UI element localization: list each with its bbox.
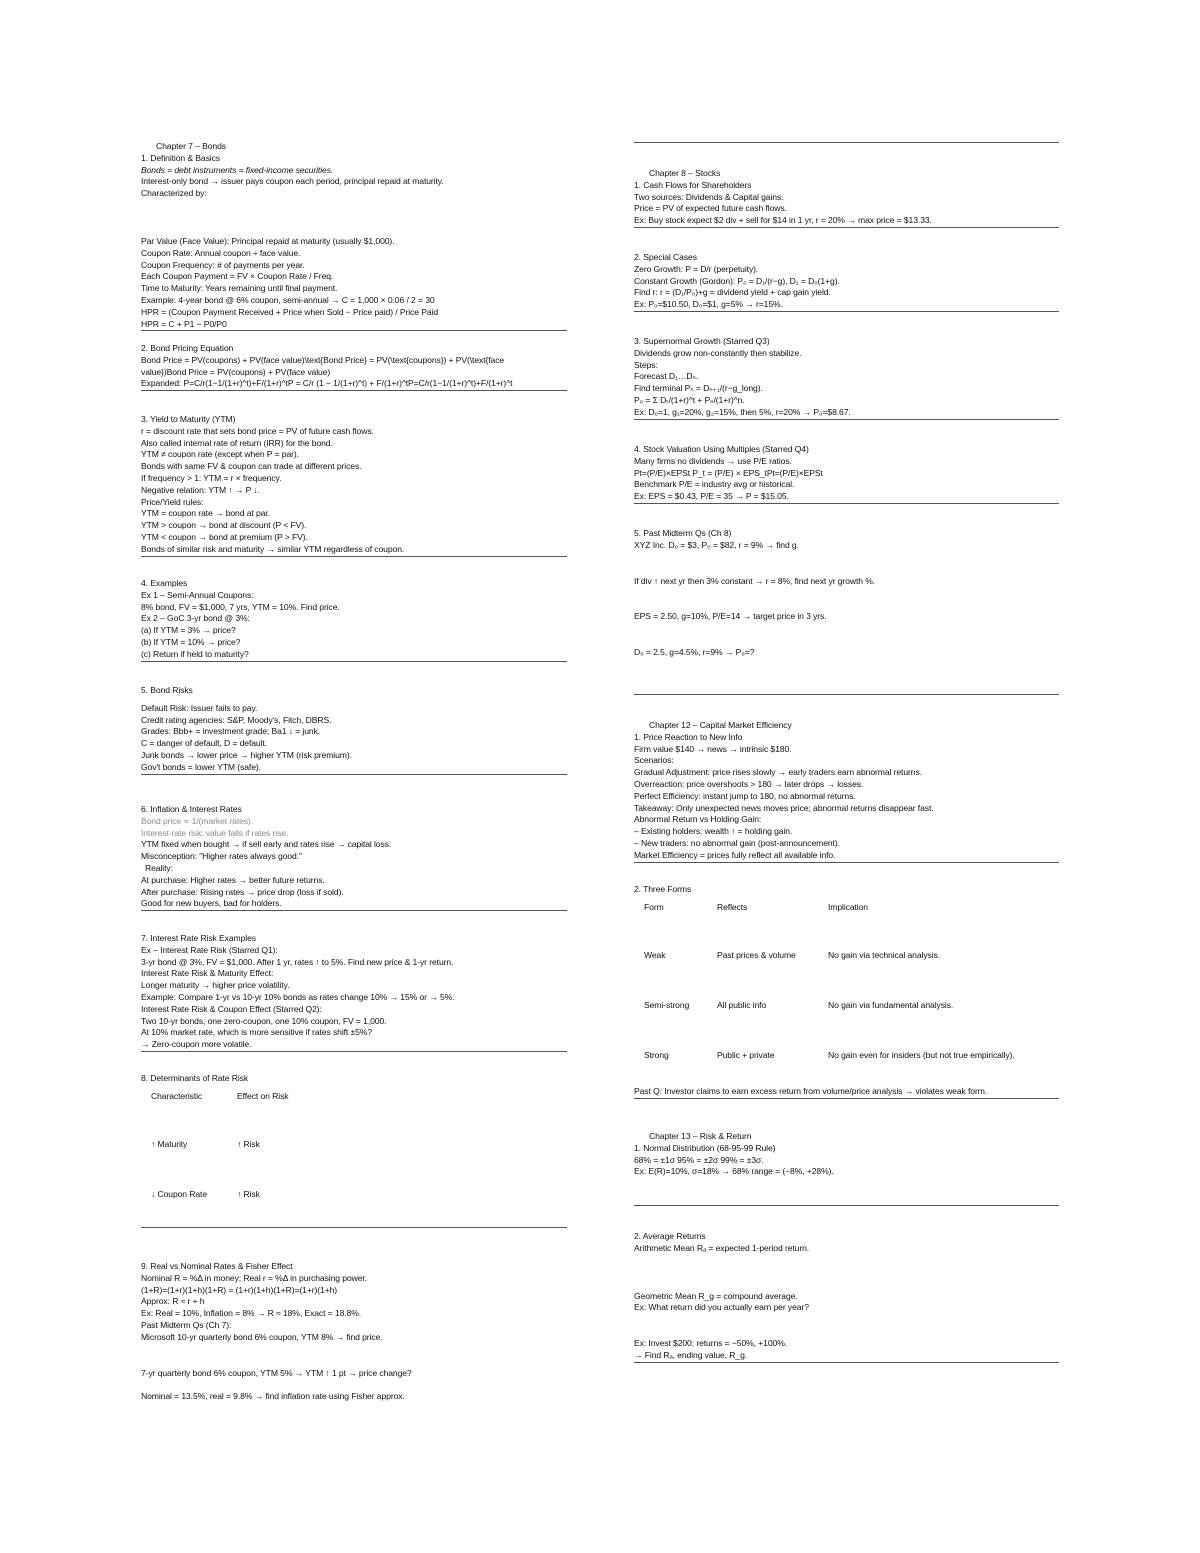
spacer: [141, 200, 567, 236]
spacer: [634, 1314, 1059, 1338]
text-line: Credit rating agencies: S&P, Moody's, Fitch, DBRS.: [141, 714, 332, 725]
right-section: [634, 336, 1059, 420]
text-line: 1. Cash Flows for Shareholders: [634, 179, 752, 190]
table-header-cell: Reflects: [717, 901, 748, 912]
text-line: – New traders: no abnormal gain (post-announcement).: [634, 837, 840, 848]
text-line: 1. Normal Distribution (68-95-99 Rule): [634, 1142, 776, 1153]
table: [634, 902, 1059, 1086]
table-cell: ↑ Risk: [237, 1138, 260, 1149]
text-line: (a) If YTM = 3% → price?: [141, 625, 236, 636]
text-line: Negative relation: YTM ↑ → P ↓.: [141, 484, 260, 495]
text-line: 8. Determinants of Rate Risk: [141, 1073, 249, 1083]
table-row: [634, 1000, 1059, 1050]
text-line: C = danger of default, D = default.: [141, 738, 267, 749]
text-line: → Zero-coupon more volatile.: [141, 1039, 252, 1050]
text-line: At purchase: Higher rates → better future returns.: [141, 874, 325, 885]
text-line: Microsoft 10-yr quarterly bond 6% coupon, YTM 8% → find price.: [141, 1331, 383, 1342]
text-line: Time to Maturity: Years remaining until final payment.: [141, 283, 338, 294]
text-line: Good for new buyers, bad for holders.: [141, 898, 282, 909]
text-line: 7-yr quarterly bond 6% coupon, YTM 5% → YTM ↑ 1 pt → price change?: [141, 1367, 412, 1378]
left-section: [141, 343, 567, 391]
text-line: Many firms no dividends → use P/E ratios.: [634, 455, 792, 466]
text-line: Coupon Frequency: # of payments per year.: [141, 259, 305, 270]
text-line: Example: 4-year bond @ 6% coupon, semi-annual → C = 1,000 × 0.06 / 2 = 30: [141, 294, 435, 305]
table-header-cell: Implication: [828, 901, 868, 912]
text-line: Characterized by:: [141, 188, 207, 199]
text-line: HPR = (Coupon Payment Received + Price when Sold − Price paid) / Price Paid: [141, 306, 439, 317]
chapter-heading: Chapter 7 – Bonds: [156, 141, 226, 151]
text-line: 5. Past Midterm Qs (Ch 8): [634, 528, 732, 538]
text-line: Benchmark P/E = industry avg or historical.: [634, 479, 795, 490]
table-cell: No gain via technical analysis.: [828, 949, 941, 960]
text-line: Price = PV of expected future cash flows.: [634, 203, 787, 214]
text-line: Example: Compare 1-yr vs 10-yr 10% bonds as rates change 10% → 15% or → 5%.: [141, 991, 455, 1002]
divider: [634, 142, 1059, 143]
text-line: Ex: E(R)=10%, σ=18% → 68% range = (−8%, +28%).: [634, 1166, 834, 1177]
text-line: D₀ = 2.5, g=4.5%, r=9% → P₀=?: [634, 647, 755, 658]
text-line: Interest Rate Risk & Maturity Effect:: [141, 968, 274, 979]
left-section: [141, 804, 567, 911]
text-line: Two 10-yr bonds, one zero-coupon, one 10% coupon, FV = 1,000.: [141, 1015, 387, 1026]
text-line: Find terminal Pₙ = Dₙ₊₁/(r−g_long).: [634, 383, 763, 394]
section-footer: [634, 1086, 1059, 1099]
text-line: Scenarios:: [634, 755, 674, 766]
right-section: [634, 1231, 1059, 1363]
table-cell: Strong: [644, 1049, 669, 1060]
table-cell: All public info: [717, 999, 767, 1010]
right-section: [634, 168, 1059, 228]
left-section: [141, 414, 567, 557]
text-line: Nominal R = %Δ in money; Real r = %Δ in purchasing power.: [141, 1272, 367, 1283]
text-line: Forecast D₁…Dₙ.: [634, 371, 699, 382]
spacer: [141, 1344, 567, 1368]
text-line: At 10% market rate, which is more sensitive if rates shift ±5%?: [141, 1027, 373, 1038]
left-section: [141, 578, 567, 662]
text-line: 4. Examples: [141, 578, 188, 588]
text-line: YTM ≠ coupon rate (except when P = par).: [141, 449, 299, 460]
spacer: [141, 1379, 567, 1391]
text-line: HPR = C + P1 − P0/P0: [141, 318, 227, 329]
text-line: 3. Yield to Maturity (YTM): [141, 414, 236, 424]
text-line: Also called internal rate of return (IRR) for the bond.: [141, 437, 333, 448]
table-cell: Public + private: [717, 1049, 775, 1060]
table-cell: ↑ Risk: [237, 1188, 260, 1199]
text-line: 2. Special Cases: [634, 252, 697, 262]
text-line: Ex: EPS = $0.43, P/E = 35 → P = $15.05.: [634, 491, 789, 502]
text-line: Geometric Mean R_g = compound average.: [634, 1290, 798, 1301]
text-line: Misconception: "Higher rates always good.": [141, 851, 302, 862]
text-line: If frequency > 1: YTM = r × frequency.: [141, 472, 282, 483]
right-section: [634, 444, 1059, 504]
text-line: Interest Rate Risk & Coupon Effect (Starred Q2):: [141, 1003, 322, 1014]
text-line: YTM < coupon → bond at premium (P > FV).: [141, 531, 308, 542]
spacer: [634, 552, 1059, 576]
spacer: [634, 587, 1059, 611]
table-cell: ↓ Coupon Rate: [151, 1188, 208, 1199]
divider: [634, 694, 1059, 695]
text-line: Zero Growth: P = D/r (perpetuity).: [634, 263, 759, 274]
text-line: Dividends grow non-constantly then stabilize.: [634, 347, 802, 358]
text-line: Default Risk: Issuer fails to pay.: [141, 702, 258, 713]
left-section: [141, 1261, 567, 1403]
text-line: 2. Bond Pricing Equation: [141, 343, 234, 353]
table-cell: Semi-strong: [644, 999, 690, 1010]
text-line: Two sources: Dividends & Capital gains.: [634, 191, 784, 202]
table: [141, 1091, 567, 1227]
text-line: 1. Definition & Basics: [141, 152, 221, 163]
text-line: Abnormal Return vs Holding Gain:: [634, 814, 762, 825]
right-section: [634, 1131, 1059, 1178]
table-header-row: [634, 902, 1059, 950]
left-section: [141, 141, 567, 331]
text-line: Price/Yield rules:: [141, 496, 204, 507]
text-line: YTM = coupon rate → bond at par.: [141, 508, 270, 519]
text-line: After purchase: Rising rates → price drop (loss if sold).: [141, 886, 344, 897]
table-row: [634, 950, 1059, 1000]
right-section: [634, 720, 1059, 863]
text-line: Takeaway: Only unexpected news moves price; abnormal returns disappear fast.: [634, 802, 934, 813]
text-line: Bond price ∝ 1/(market rates).: [141, 815, 254, 826]
chapter-heading: Chapter 12 – Capital Market Efficiency: [649, 720, 792, 730]
text-line: 7. Interest Rate Risk Examples: [141, 933, 256, 943]
text-line: – Existing holders: wealth ↑ = holding gain.: [634, 826, 793, 837]
right-section: [634, 884, 1059, 1099]
text-line: Each Coupon Payment = FV × Coupon Rate / Freq.: [141, 271, 334, 282]
text-line: XYZ Inc. D₀ = $3, P₀ = $82, r = 9% → find g.: [634, 539, 799, 550]
right-section: [634, 252, 1059, 312]
text-line: 4. Stock Valuation Using Multiples (Starred Q4): [634, 444, 809, 454]
chapter-heading: Chapter 13 – Risk & Return: [649, 1131, 752, 1141]
text-line: P₀ = Σ Dₜ/(1+r)^t + Pₙ/(1+r)^n.: [634, 394, 745, 405]
text-line: Perfect Efficiency: instant jump to 180, no abnormal returns.: [634, 790, 856, 801]
text-line: Steps:: [634, 359, 658, 370]
text-line: Junk bonds → lower price → higher YTM (risk premium).: [141, 749, 352, 760]
text-line: (c) Return if held to maturity?: [141, 648, 249, 659]
text-line: Market Efficiency = prices fully reflect all available info.: [634, 849, 836, 860]
text-line: Ex: D₀=1, g₁=20%, g₂=15%, then 5%, r=20% → P₀=$8.67.: [634, 406, 851, 417]
text-line: 2. Three Forms: [634, 884, 692, 894]
text-line: Bonds with same FV & coupon can trade at different prices.: [141, 461, 362, 472]
text-line: 8% bond, FV = $1,000, 7 yrs, YTM = 10%. Find price.: [141, 601, 340, 612]
right-section: [634, 528, 1059, 659]
text-line: 3. Supernormal Growth (Starred Q3): [634, 336, 770, 346]
text-line: 6. Inflation & Interest Rates: [141, 804, 242, 814]
spacer: [634, 623, 1059, 647]
text-line: Bond Price = PV(coupons) + PV(face value)\text{Bond Price} = PV(\text{coupons}) + PV(\text{face: [141, 354, 505, 365]
text-line: (b) If YTM = 10% → price?: [141, 636, 241, 647]
left-section: [141, 685, 567, 775]
text-line: Ex: P₀=$10.50, D₀=$1, g=5% → r=15%.: [634, 299, 783, 310]
text-line: YTM > coupon → bond at discount (P < FV).: [141, 520, 307, 531]
text-line: Nominal = 13.5%, real = 9.8% → find inflation rate using Fisher approx.: [141, 1391, 405, 1402]
text-line: Ex: Invest $200; returns = −50%, +100%.: [634, 1338, 788, 1349]
text-line: Interest-only bond → issuer pays coupon each period, principal repaid at maturity.: [141, 176, 444, 187]
table-header-cell: Form: [644, 901, 664, 912]
text-line: Arithmetic Mean Rₐ = expected 1-period return.: [634, 1242, 810, 1253]
text-line: Reality:: [145, 862, 173, 873]
text-line: If div ↑ next yr then 3% constant → r = 8%, find next yr growth %.: [634, 575, 876, 586]
text-line: 68% = ±1σ 95% = ±2σ 99% = ±3σ.: [634, 1154, 764, 1165]
text-line: Ex: What return did you actually earn per year?: [634, 1302, 809, 1313]
text-line: Par Value (Face Value): Principal repaid at maturity (usually $1,000).: [141, 235, 395, 246]
table-header-row: [141, 1091, 567, 1139]
divider: [634, 1205, 1059, 1206]
spacer: [634, 1255, 1059, 1291]
table-cell: No gain even for insiders (but not true empirically).: [828, 1049, 1015, 1060]
table-row: [141, 1139, 567, 1189]
text-line: Bonds = debt instruments = fixed-income securities.: [141, 164, 334, 175]
text-line: Bonds of similar risk and maturity → similar YTM regardless of coupon.: [141, 543, 405, 554]
text-line: 1. Price Reaction to New Info: [634, 731, 743, 742]
table-row: [634, 1050, 1059, 1086]
text-line: Ex 2 – GoC 3-yr bond @ 3%:: [141, 613, 250, 624]
text-line: → Find Rₐ, ending value, R_g.: [634, 1349, 748, 1360]
table-cell: ↑ Maturity: [151, 1138, 188, 1149]
text-line: Ex: Buy stock expect $2 div + sell for $14 in 1 yr, r = 20% → max price = $13.33.: [634, 215, 932, 226]
text-line: Ex 1 – Semi-Annual Coupons:: [141, 589, 254, 600]
text-line: value})Bond Price = PV(coupons) + PV(face value): [141, 366, 331, 377]
table-header-cell: Characteristic: [151, 1090, 203, 1101]
text-line: EPS = 2.50, g=10%, P/E=14 → target price in 3 yrs.: [634, 611, 827, 622]
text-line: 3-yr bond @ 3%, FV = $1,000. After 1 yr, rates ↑ to 5%. Find new price & 1-yr return.: [141, 956, 454, 967]
text-line: Overreaction: price overshoots > 180 → later drops → losses.: [634, 778, 864, 789]
table-row: [141, 1189, 567, 1227]
text-line: 2. Average Returns: [634, 1231, 706, 1241]
text-line: Past Midterm Qs (Ch 7):: [141, 1319, 232, 1330]
table-cell: No gain via fundamental analysis.: [828, 999, 954, 1010]
text-line: Constant Growth (Gordon): P₀ = D₁/(r−g), D₁ = D₀(1+g).: [634, 275, 840, 286]
text-line: Expanded: P=C/r(1−1/(1+r)^t)+F/(1+r)^tP = C/r (1 − 1/(1+r)^t) + F/(1+r)^tP=C/r(1−1/(1+r)^t)+F/(1+r)^t: [141, 378, 513, 389]
table-header-cell: Effect on Risk: [237, 1090, 289, 1101]
left-section: [141, 933, 567, 1052]
text-line: Past Q: Investor claims to earn excess return from volume/price analysis → violates weak form.: [634, 1085, 988, 1096]
text-line: Interest-rate risk: value falls if rates rise.: [141, 827, 289, 838]
text-line: Ex – Interest Rate Risk (Starred Q1):: [141, 944, 278, 955]
text-line: Approx: R ≈ r + h: [141, 1296, 205, 1307]
text-line: 9. Real vs Nominal Rates & Fisher Effect: [141, 1261, 293, 1271]
text-line: Firm value $140 → news → intrinsic $180.: [634, 743, 792, 754]
text-line: 5. Bond Risks: [141, 685, 193, 695]
text-line: YTM fixed when bought → if sell early and rates rise → capital loss.: [141, 839, 392, 850]
text-line: Ex: Real = 10%, Inflation = 8% → R ≈ 18%, Exact = 18.8%.: [141, 1308, 362, 1319]
text-line: Grades: Bbb+ = investment grade; Ba1 ↓ = junk.: [141, 726, 321, 737]
table-cell: Weak: [644, 949, 666, 960]
text-line: (1+R)=(1+r)(1+h)(1+R) = (1+r)(1+h)(1+R)=(1+r)(1+h): [141, 1284, 338, 1295]
text-line: Gov't bonds = lower YTM (safe).: [141, 761, 261, 772]
left-section: [141, 1073, 567, 1228]
table-cell: Past prices & volume: [717, 949, 796, 960]
text-line: Find r: r = (D₁/P₀)+g = dividend yield + cap gain yield.: [634, 287, 831, 298]
text-line: Pt=(P/E)×EPSt P_t = (P/E) × EPS_tPt=(P/E)×EPSt: [634, 467, 823, 478]
text-line: Gradual Adjustment: price rises slowly → early traders earn abnormal returns.: [634, 767, 922, 778]
text-line: r = discount rate that sets bond price = PV of future cash flows.: [141, 425, 374, 436]
text-line: Coupon Rate: Annual coupon ÷ face value.: [141, 247, 301, 258]
chapter-heading: Chapter 8 – Stocks: [649, 168, 721, 178]
text-line: Longer maturity → higher price volatility.: [141, 980, 290, 991]
